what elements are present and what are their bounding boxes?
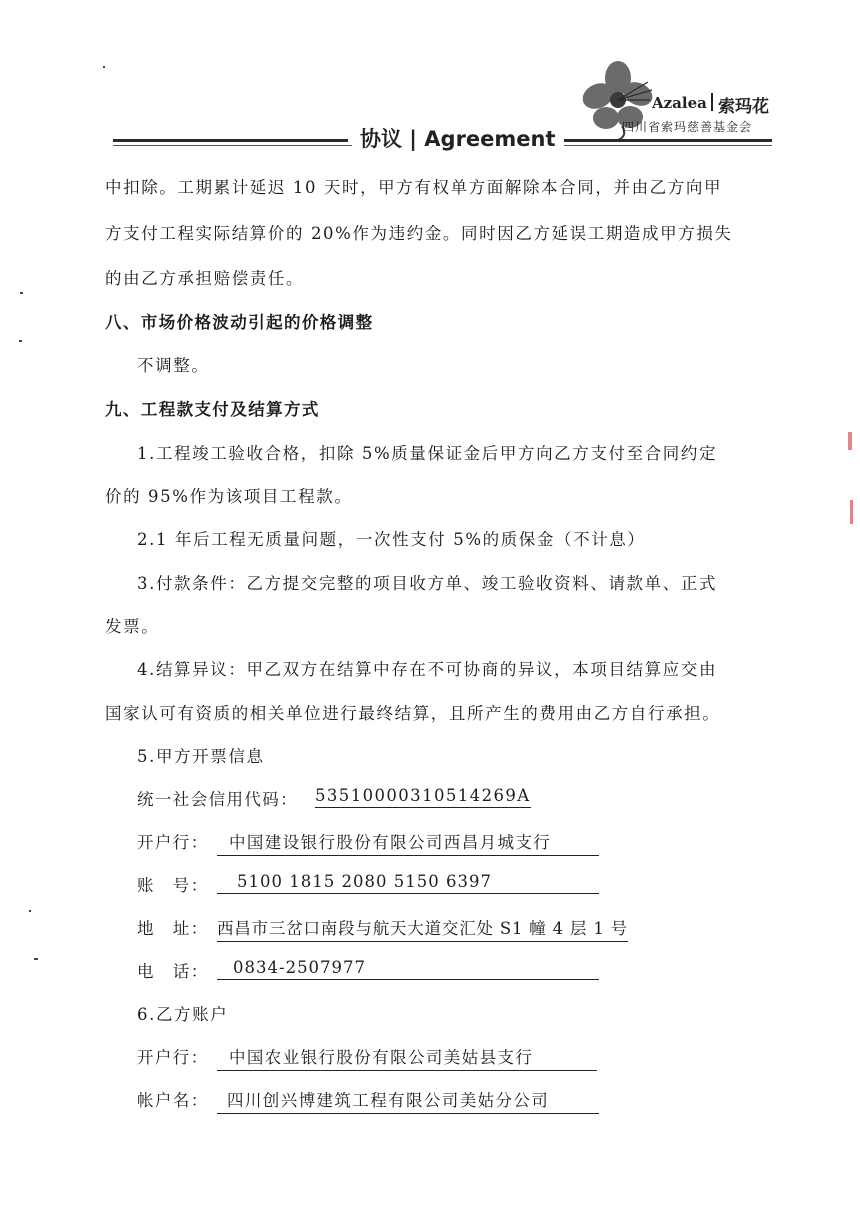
party-a-account-row: [137, 872, 492, 896]
logo-subtitle: 四川省索玛慈善基金会: [622, 120, 753, 134]
party-a-address-label: 地 址：: [137, 919, 209, 938]
credit-code-value: 53510000310514269A: [315, 786, 531, 808]
party-b-bank-label: 开户行：: [137, 1048, 209, 1067]
clause-3-line: 3.付款条件：乙方提交完整的项目收方单、竣工验收资料、请款单、正式: [137, 574, 718, 593]
clause-4-line: 国家认可有资质的相关单位进行最终结算，且所产生的费用由乙方自行承担。: [105, 704, 721, 723]
section-heading-8: 八、市场价格波动引起的价格调整: [105, 313, 374, 332]
party-a-bank-value: 中国建设银行股份有限公司西昌月城支行: [217, 829, 599, 856]
clause-5-title: 5.甲方开票信息: [137, 747, 265, 766]
party-a-phone-row: [137, 958, 367, 982]
party-a-account-value: 5100 1815 2080 5150 6397: [217, 872, 599, 894]
clause-1-line: 1.工程竣工验收合格，扣除 5%质量保证金后甲方向乙方支付至合同约定: [137, 444, 718, 463]
header-rule-left: [113, 139, 348, 142]
party-a-phone-value: 0834-2507977: [217, 958, 599, 980]
logo-english-name: Azalea: [652, 94, 707, 112]
party-b-name-label: 帐户名：: [137, 1091, 209, 1110]
scan-edge-mark: [848, 432, 852, 450]
scan-speck: [20, 292, 23, 294]
party-b-name-value: 四川创兴博建筑工程有限公司美姑分公司: [217, 1087, 599, 1114]
party-b-bank-row: [137, 1044, 534, 1068]
scan-speck: [103, 66, 105, 68]
credit-code-label: 统一社会信用代码：: [137, 790, 299, 809]
scan-speck: [29, 910, 31, 912]
party-b-bank-value: 中国农业银行股份有限公司美姑县支行: [217, 1044, 597, 1071]
party-a-bank-label: 开户行：: [137, 833, 209, 852]
header-rule-right: [564, 139, 772, 142]
clause-1-line: 价的 95%作为该项目工程款。: [105, 487, 353, 506]
scan-speck: [19, 340, 22, 342]
party-b-name-row: [137, 1087, 550, 1111]
logo-chinese-name: 索玛花: [718, 97, 769, 117]
credit-code-row: [137, 786, 531, 810]
section-heading-9: 九、工程款支付及结算方式: [105, 400, 320, 419]
party-a-account-label: 账 号：: [137, 876, 209, 895]
logo-divider: [711, 93, 713, 111]
paragraph-line: 的由乙方承担赔偿责任。: [105, 269, 305, 288]
party-a-phone-label: 电 话：: [137, 962, 209, 981]
clause-6-title: 6.乙方账户: [137, 1005, 229, 1024]
paragraph-line: 方支付工程实际结算价的 20%作为违约金。同时因乙方延误工期造成甲方损失: [105, 224, 733, 243]
page-header-title: 协议 | Agreement: [352, 123, 564, 153]
party-a-address-value: 西昌市三岔口南段与航天大道交汇处 S1 幢 4 层 1 号: [217, 915, 628, 942]
clause-2: 2.1 年后工程无质量问题，一次性支付 5%的质保金（不计息）: [137, 530, 646, 549]
scan-edge-mark: [850, 500, 853, 524]
section-8-text: 不调整。: [137, 356, 210, 375]
party-a-bank-row: [137, 829, 552, 853]
clause-3-line: 发票。: [105, 617, 160, 636]
paragraph-line: 中扣除。工期累计延迟 10 天时，甲方有权单方面解除本合同，并由乙方向甲: [105, 178, 723, 197]
scan-speck: [34, 958, 38, 960]
clause-4-line: 4.结算异议：甲乙双方在结算中存在不可协商的异议，本项目结算应交由: [137, 660, 718, 679]
party-a-address-row: [137, 915, 628, 939]
